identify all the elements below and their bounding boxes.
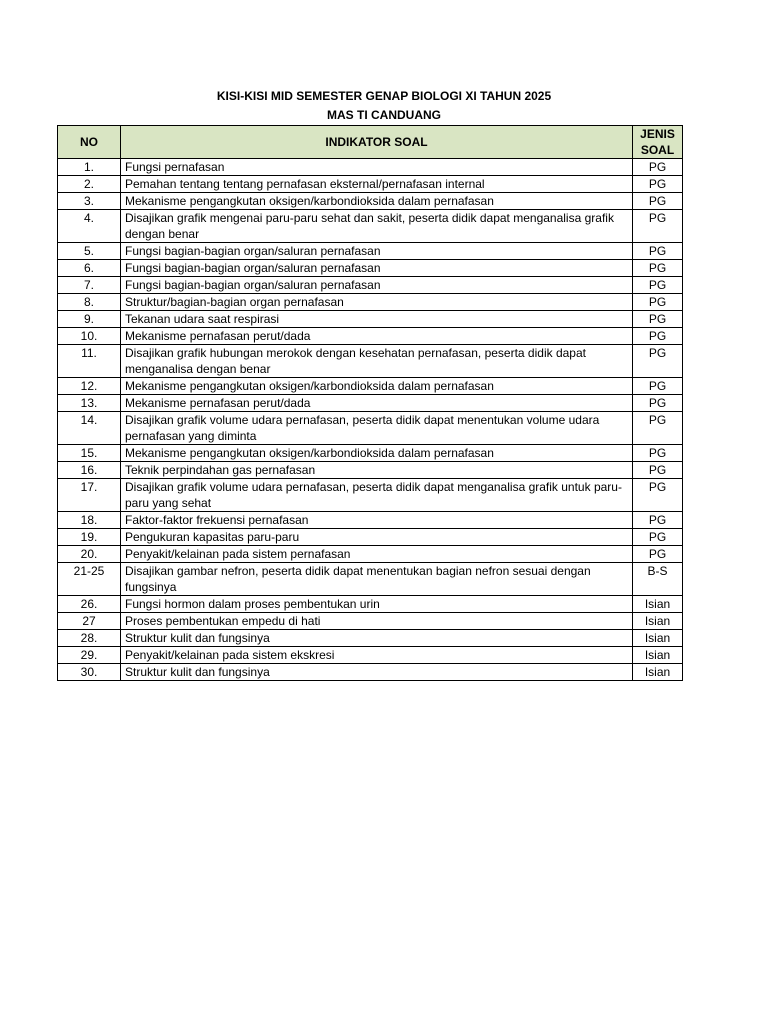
table-row <box>58 445 683 462</box>
cell-no: 26. <box>58 596 121 613</box>
table-row <box>58 613 683 630</box>
cell-jenis-soal: PG <box>633 529 683 546</box>
cell-no: 12. <box>58 378 121 395</box>
cell-indikator: Penyakit/kelainan pada sistem ekskresi <box>121 647 633 664</box>
cell-no: 29. <box>58 647 121 664</box>
cell-jenis-soal: PG <box>633 445 683 462</box>
column-header-jenis-line2: SOAL <box>640 143 675 157</box>
cell-indikator: Fungsi bagian-bagian organ/saluran pernafasan <box>121 243 633 260</box>
cell-jenis-soal: Isian <box>633 630 683 647</box>
cell-indikator: Mekanisme pengangkutan oksigen/karbondioksida dalam pernafasan <box>121 445 633 462</box>
cell-jenis-soal: Isian <box>633 664 683 681</box>
table-row <box>58 479 683 512</box>
cell-indikator: Fungsi hormon dalam proses pembentukan urin <box>121 596 633 613</box>
column-header-indikator: INDIKATOR SOAL <box>121 126 633 159</box>
table-row <box>58 260 683 277</box>
table-row <box>58 193 683 210</box>
cell-indikator: Fungsi pernafasan <box>121 159 633 176</box>
table-row <box>58 210 683 243</box>
cell-jenis-soal: PG <box>633 277 683 294</box>
column-header-jenis <box>633 126 683 159</box>
cell-jenis-soal: Isian <box>633 647 683 664</box>
cell-jenis-soal: PG <box>633 512 683 529</box>
cell-jenis-soal: PG <box>633 311 683 328</box>
kisi-kisi-table <box>57 125 683 681</box>
cell-indikator: Disajikan grafik mengenai paru-paru sehat dan sakit, peserta didik dapat menganalisa grafik dengan benar <box>121 210 633 243</box>
cell-jenis-soal: PG <box>633 159 683 176</box>
cell-jenis-soal: PG <box>633 378 683 395</box>
cell-jenis-soal: PG <box>633 193 683 210</box>
cell-indikator: Mekanisme pengangkutan oksigen/karbondioksida dalam pernafasan <box>121 193 633 210</box>
cell-jenis-soal: PG <box>633 294 683 311</box>
table-row <box>58 563 683 596</box>
cell-jenis-soal: PG <box>633 328 683 345</box>
cell-jenis-soal: PG <box>633 176 683 193</box>
cell-indikator: Struktur kulit dan fungsinya <box>121 630 633 647</box>
cell-no: 13. <box>58 395 121 412</box>
cell-indikator: Struktur/bagian-bagian organ pernafasan <box>121 294 633 311</box>
table-row <box>58 345 683 378</box>
cell-no: 5. <box>58 243 121 260</box>
table-row <box>58 412 683 445</box>
column-header-jenis-line1: JENIS <box>640 127 675 141</box>
cell-no: 21-25 <box>58 563 121 596</box>
cell-no: 2. <box>58 176 121 193</box>
cell-jenis-soal: PG <box>633 210 683 243</box>
cell-indikator: Disajikan grafik hubungan merokok dengan kesehatan pernafasan, peserta didik dapat menganalisa dengan benar <box>121 345 633 378</box>
cell-jenis-soal: PG <box>633 395 683 412</box>
cell-no: 1. <box>58 159 121 176</box>
cell-jenis-soal: Isian <box>633 613 683 630</box>
cell-no: 8. <box>58 294 121 311</box>
cell-no: 30. <box>58 664 121 681</box>
document-title: KISI-KISI MID SEMESTER GENAP BIOLOGI XI TAHUN 2025 <box>216 89 552 103</box>
cell-jenis-soal: PG <box>633 462 683 479</box>
cell-indikator: Mekanisme pernafasan perut/dada <box>121 395 633 412</box>
cell-indikator: Proses pembentukan empedu di hati <box>121 613 633 630</box>
cell-indikator: Pengukuran kapasitas paru-paru <box>121 529 633 546</box>
cell-jenis-soal: PG <box>633 260 683 277</box>
table-row <box>58 546 683 563</box>
cell-indikator: Pemahan tentang tentang pernafasan eksternal/pernafasan internal <box>121 176 633 193</box>
table-header-row <box>58 126 683 159</box>
table-row <box>58 294 683 311</box>
table-row <box>58 243 683 260</box>
cell-indikator: Disajikan grafik volume udara pernafasan, peserta didik dapat menganalisa grafik untuk paru-paru yang sehat <box>121 479 633 512</box>
cell-jenis-soal: PG <box>633 546 683 563</box>
table-row <box>58 462 683 479</box>
cell-no: 14. <box>58 412 121 445</box>
cell-indikator: Faktor-faktor frekuensi pernafasan <box>121 512 633 529</box>
cell-indikator: Mekanisme pernafasan perut/dada <box>121 328 633 345</box>
school-name: MAS TI CANDUANG <box>327 108 441 122</box>
cell-indikator: Penyakit/kelainan pada sistem pernafasan <box>121 546 633 563</box>
cell-no: 27 <box>58 613 121 630</box>
cell-jenis-soal: PG <box>633 243 683 260</box>
cell-jenis-soal: B-S <box>633 563 683 596</box>
cell-no: 17. <box>58 479 121 512</box>
cell-no: 7. <box>58 277 121 294</box>
table-row <box>58 311 683 328</box>
table-row <box>58 395 683 412</box>
cell-no: 11. <box>58 345 121 378</box>
table-body <box>58 159 683 681</box>
table-row <box>58 159 683 176</box>
cell-jenis-soal: PG <box>633 479 683 512</box>
cell-jenis-soal: PG <box>633 412 683 445</box>
cell-no: 16. <box>58 462 121 479</box>
cell-jenis-soal: Isian <box>633 596 683 613</box>
cell-indikator: Disajikan grafik volume udara pernafasan, peserta didik dapat menentukan volume udara pernafasan yang diminta <box>121 412 633 445</box>
cell-indikator: Teknik perpindahan gas pernafasan <box>121 462 633 479</box>
cell-no: 6. <box>58 260 121 277</box>
table-row <box>58 512 683 529</box>
table-row <box>58 277 683 294</box>
table-row <box>58 596 683 613</box>
cell-no: 15. <box>58 445 121 462</box>
cell-indikator: Mekanisme pengangkutan oksigen/karbondioksida dalam pernafasan <box>121 378 633 395</box>
cell-no: 20. <box>58 546 121 563</box>
table-row <box>58 630 683 647</box>
cell-indikator: Tekanan udara saat respirasi <box>121 311 633 328</box>
column-header-no: NO <box>58 126 121 159</box>
table-row <box>58 529 683 546</box>
cell-indikator: Fungsi bagian-bagian organ/saluran pernafasan <box>121 260 633 277</box>
cell-no: 9. <box>58 311 121 328</box>
cell-no: 10. <box>58 328 121 345</box>
cell-jenis-soal: PG <box>633 345 683 378</box>
cell-no: 4. <box>58 210 121 243</box>
table-row <box>58 328 683 345</box>
cell-no: 3. <box>58 193 121 210</box>
cell-no: 19. <box>58 529 121 546</box>
cell-indikator: Struktur kulit dan fungsinya <box>121 664 633 681</box>
cell-indikator: Disajikan gambar nefron, peserta didik dapat menentukan bagian nefron sesuai dengan fungsinya <box>121 563 633 596</box>
table-row <box>58 176 683 193</box>
cell-no: 18. <box>58 512 121 529</box>
table-row <box>58 647 683 664</box>
cell-no: 28. <box>58 630 121 647</box>
table-row <box>58 378 683 395</box>
table-row <box>58 664 683 681</box>
cell-indikator: Fungsi bagian-bagian organ/saluran pernafasan <box>121 277 633 294</box>
